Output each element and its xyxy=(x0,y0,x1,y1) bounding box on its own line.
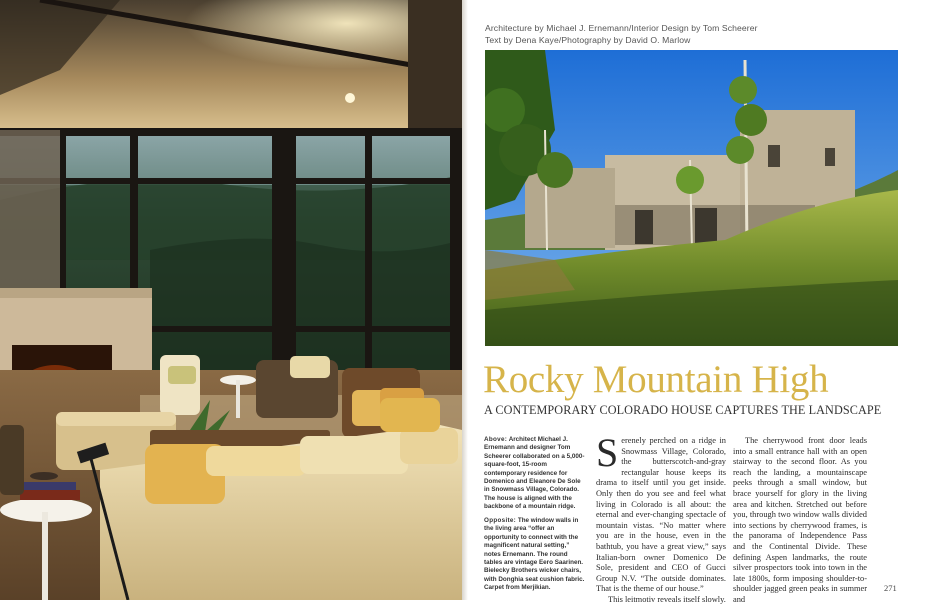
caption-opposite xyxy=(484,517,586,593)
caption-above xyxy=(484,436,586,512)
article-subtitle: A CONTEMPORARY COLORADO HOUSE CAPTURES THE LANDSCAPE xyxy=(484,403,882,417)
body-column-2 xyxy=(733,436,867,606)
house-exterior-photo xyxy=(485,50,898,346)
article-title: Rocky Mountain High xyxy=(483,358,829,401)
body-paragraph xyxy=(596,430,726,595)
body-paragraph: This leitmotiv reveals itself slowly. xyxy=(608,594,726,604)
body-column-1 xyxy=(596,430,726,606)
caption-opposite-label: Opposite: xyxy=(484,517,517,524)
caption-opposite-text: The window walls in the living area “offer an opportunity to connect with the magnificent natural setting,” notes Ernemann. The round tables are vintage Eero Saarinen. Bielecky Brothers wicker chairs, with Donghia seat cushion fabric. Carpet from Merjikian. xyxy=(484,517,585,592)
page-number: 271 xyxy=(884,583,897,593)
page-gutter xyxy=(462,0,472,600)
credits-line-text-photo: Text by Dena Kaye/Photography by David O. Marlow xyxy=(485,35,691,45)
drop-cap: S xyxy=(596,430,619,475)
living-room-photo xyxy=(0,0,462,600)
body-paragraph: The cherrywood front door leads into a small entrance hall with an open stairway to the second floor. As you reach the landing, a mountainscape peeks through a small window, but brace yourself for glory in the living area and kitchen. Stretched out before you, through two window walls divided into sections by cherrywood frames, is the panorama of Independence Pass and the Continental Divide. These defining Aspen landmarks, the route silver prospectors took into town in the late 1800s, form imposing shoulder-to-shoulder jagged green peaks in summer and xyxy=(733,436,867,604)
caption-above-label: Above: xyxy=(484,436,508,443)
credits-line-architecture: Architecture by Michael J. Ernemann/Interior Design by Tom Scheerer xyxy=(485,23,758,33)
caption-above-text: Architect Michael J. Ernemann and designer Tom Scheerer collaborated on a 5,000-square-foot, 15-room contemporary residence for Domenico and Eleanore De Sole in Snowmass Village, Colorado. The house is aligned with the backbone of a mountain ridge. xyxy=(484,436,585,511)
body-text: erenely perched on a ridge in Snowmass Village, Colorado, the butterscotch-and-gray rectangular house keeps its drama to itself until you get inside. Only then do you see and feel what living in Colorado is all about: the eternal and ever-changing spectacle of mountain vistas. “No matter where you are in the house, even in the bathtub, you have a great view,” says Italian-born owner Domenico De Sole, president and CEO of Gucci Group N.V. “The outside dominates. That is the theme of our house.” xyxy=(596,436,726,594)
article-credits xyxy=(485,22,758,46)
